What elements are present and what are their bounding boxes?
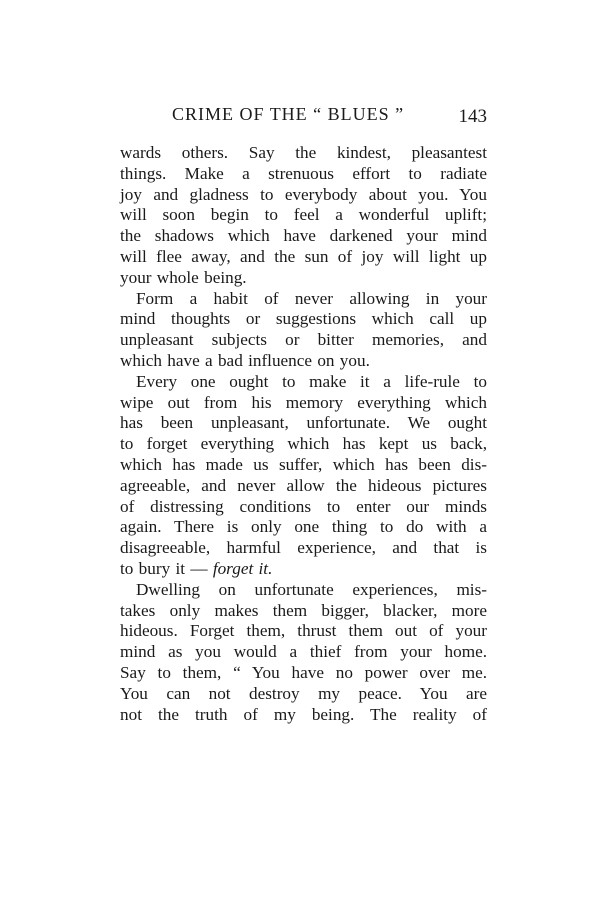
text-line: will soon begin to feel a wonderful uplift; <box>120 205 487 225</box>
text-line: disagreeable, harmful experience, and that is <box>120 538 487 558</box>
text-line: again. There is only one thing to do with a <box>120 517 487 537</box>
running-header <box>120 104 487 128</box>
text-line: has been unpleasant, unfortunate. We ought <box>120 413 487 433</box>
text-line: not the truth of my being. The reality of <box>120 704 487 724</box>
text-line: Every one ought to make it a life-rule to <box>136 371 487 391</box>
text-line: to forget everything which has kept us back, <box>120 434 487 454</box>
text-line: agreeable, and never allow the hideous pictures <box>120 475 487 495</box>
running-title: CRIME OF THE “ BLUES ” <box>172 104 405 124</box>
text-line: takes only makes them bigger, blacker, more <box>120 600 487 620</box>
text-line: your whole being. <box>120 267 247 287</box>
text-line: Say to them, “ You have no power over me. <box>120 662 487 682</box>
text-line <box>120 559 487 580</box>
text-line: the shadows which have darkened your mind <box>120 226 487 246</box>
text-line: mind thoughts or suggestions which call up <box>120 309 487 329</box>
text-line: things. Make a strenuous effort to radiate <box>120 163 487 183</box>
text-line: wipe out from his memory everything which <box>120 392 487 412</box>
text-line: wards others. Say the kindest, pleasantest <box>120 143 487 162</box>
text-line: hideous. Forget them, thrust them out of your <box>120 621 487 641</box>
text-line: which have a bad influence on you. <box>120 350 370 370</box>
text-line: will flee away, and the sun of joy will light up <box>120 246 487 266</box>
text-line: which has made us suffer, which has been dis- <box>120 454 487 474</box>
text-line: mind as you would a thief from your home. <box>120 642 487 662</box>
text-line: You can not destroy my peace. You are <box>120 683 487 703</box>
body-text <box>120 143 487 725</box>
text-line: Dwelling on unfortunate experiences, mis- <box>136 579 487 599</box>
text-segment: to bury it — <box>120 558 213 578</box>
italic-phrase: forget it. <box>212 558 273 578</box>
text-line: unpleasant subjects or bitter memories, and <box>120 330 487 350</box>
text-line: joy and gladness to everybody about you. You <box>120 184 487 204</box>
text-line: of distressing conditions to enter our minds <box>120 496 487 516</box>
text-line: Form a habit of never allowing in your <box>136 288 487 308</box>
page-number: 143 <box>458 106 487 127</box>
